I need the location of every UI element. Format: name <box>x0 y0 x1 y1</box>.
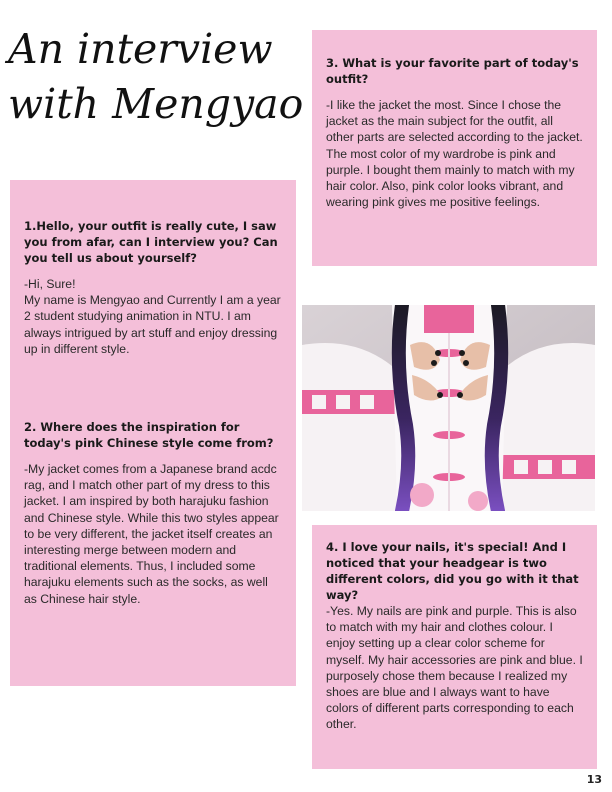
page-number: 13 <box>586 773 602 786</box>
title-line-1: An interview <box>8 25 273 73</box>
answer-1: -Hi, Sure! My name is Mengyao and Currently I am a year 2 student studying animation in NTU. I am always intrigued by art stuff and enjoy dressing up in different style. <box>24 277 281 356</box>
interview-box-q3 <box>312 30 597 266</box>
interview-box-q4 <box>312 525 597 769</box>
question-3: 3. What is your favorite part of today's outfit? <box>326 56 579 86</box>
answer-4: -Yes. My nails are pink and purple. This is also to match with my hair and clothes colour. I enjoy setting up a clear color scheme for myself. My hair accessories are pink and blue. I purposely chose them because I realized my shoes are blue and I always want to have colors of different parts corresponding to each other. <box>326 604 583 732</box>
interview-box-left <box>10 180 296 686</box>
outfit-photo <box>302 305 595 511</box>
title-line-2: with Mengyao <box>8 80 304 128</box>
page-title <box>8 22 308 132</box>
question-1: 1.Hello, your outfit is really cute, I saw you from afar, can I interview you? Can you tell us about yourself? <box>24 219 278 265</box>
question-2: 2. Where does the inspiration for today's pink Chinese style come from? <box>24 420 274 451</box>
answer-3: -I like the jacket the most. Since I chose the jacket as the main subject for the outfit, all other parts are selected according to the jacket. The most color of my wardrobe is pink and purple. I bought them mainly to match with my hair color. Also, pink color looks vibrant, and wearing pink gives me positive feelings. <box>326 98 583 210</box>
section-2 <box>24 419 282 607</box>
answer-2: -My jacket comes from a Japanese brand acdc rag, and I match other part of my dress to this jacket. I am inspired by both harajuku fashion and Chinese style. While this two styles appear to be very different, the jacket itself creates an interesting merge between modern and traditional elements. Thus, I included some harajuku elements such as the socks, as well as Chinese hair style. <box>24 462 279 606</box>
question-4: 4. I love your nails, it's special! And I noticed that your headgear is two different colors, did you go with it that way? <box>326 540 579 602</box>
